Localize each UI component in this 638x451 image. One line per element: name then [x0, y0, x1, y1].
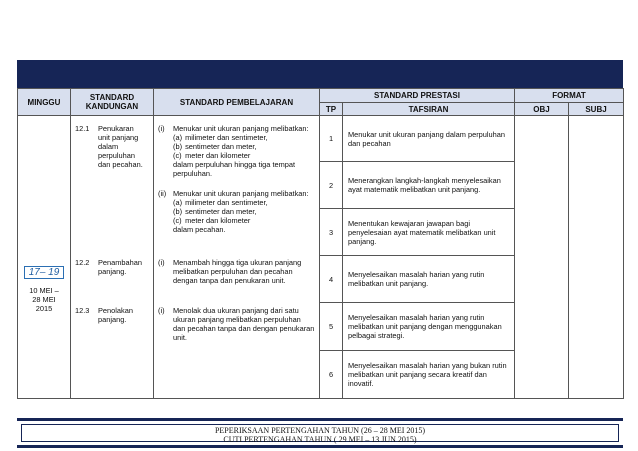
pembelajaran-item: [158, 306, 315, 342]
tp-level: 3: [320, 209, 343, 256]
roman-numeral: (i): [158, 124, 165, 133]
footer-line-exam: PEPERIKSAAN PERTENGAHAN TAHUN (26 – 28 MEI 2015): [214, 426, 426, 435]
header-format: FORMAT: [515, 89, 624, 103]
tafsiran-text: Menyelesaikan masalah harian yang bukan rutin melibatkan unit panjang secara kreatif dan inovatif.: [343, 351, 515, 399]
header-standard-prestasi: STANDARD PRESTASI: [320, 89, 515, 103]
standard-kandungan-cell: [71, 116, 154, 399]
header-obj: OBJ: [515, 103, 569, 116]
header-standard-kandungan: STANDARD KANDUNGAN: [71, 89, 154, 116]
header-tafsiran: TAFSIRAN: [343, 103, 515, 116]
sub-text: meter dan kilometer: [185, 216, 251, 225]
kandungan-text: Penolakan panjang.: [98, 306, 133, 324]
header-subj: SUBJ: [569, 103, 624, 116]
sub-label: (b): [173, 207, 183, 216]
sub-text: milimeter dan sentimeter,: [185, 133, 268, 142]
tafsiran-text: Menyelesaikan masalah harian yang rutin melibatkan unit panjang.: [343, 256, 515, 303]
pembelajaran-item: [158, 258, 315, 285]
kandungan-number: 12.2: [75, 258, 90, 267]
pembelajaran-tail: dalam perpuluhan hingga tiga tempat perpuluhan.: [173, 160, 296, 178]
tp-level: 1: [320, 116, 343, 162]
footer-box: [21, 424, 619, 442]
week-date: [18, 286, 70, 313]
footer-banner: [17, 418, 623, 448]
sub-label: (c): [173, 151, 182, 160]
sub-label: (c): [173, 216, 182, 225]
header-standard-pembelajaran: STANDARD PEMBELAJARAN: [154, 89, 320, 116]
pembelajaran-text: Menukar unit ukuran panjang melibatkan:: [173, 124, 309, 133]
sub-text: sentimeter dan meter,: [185, 207, 257, 216]
pembelajaran-item: [158, 189, 315, 234]
week-cell: [18, 116, 71, 399]
tp-level: 2: [320, 162, 343, 209]
sub-text: meter dan kilometer: [185, 151, 251, 160]
pembelajaran-text: Menukar unit ukuran panjang melibatkan:: [173, 189, 309, 198]
tafsiran-text: Menentukan kewajaran jawapan bagi penyelesaian ayat matematik melibatkan unit panjang.: [343, 209, 515, 256]
pembelajaran-tail: dalam pecahan.: [173, 225, 226, 234]
sub-text: milimeter dan sentimeter,: [185, 198, 268, 207]
tp-level: 5: [320, 303, 343, 351]
pembelajaran-item: [158, 124, 315, 178]
tafsiran-text: Menyelesaikan masalah harian yang rutin melibatkan unit panjang dengan menggunakan pelbagai strategi.: [343, 303, 515, 351]
kandungan-number: 12.1: [75, 124, 90, 133]
standard-pembelajaran-cell: [154, 116, 320, 399]
obj-cell: [515, 116, 569, 399]
kandungan-text: Penukaran unit panjang dalam perpuluhan dan pecahan.: [98, 124, 143, 169]
week-number: 17– 19: [24, 266, 65, 279]
kandungan-text: Penambahan panjang.: [98, 258, 142, 276]
tafsiran-text: Menerangkan langkah-langkah menyelesaikan ayat matematik melibatkan unit panjang.: [343, 162, 515, 209]
roman-numeral: (i): [158, 258, 165, 267]
tp-level: 6: [320, 351, 343, 399]
kandungan-number: 12.3: [75, 306, 90, 315]
sub-text: sentimeter dan meter,: [185, 142, 257, 151]
sub-label: (a): [173, 198, 183, 207]
roman-numeral: (ii): [158, 189, 167, 198]
sub-label: (b): [173, 142, 183, 151]
title-bar: [17, 60, 623, 88]
subj-cell: [569, 116, 624, 399]
week-date-line1: 10 MEI –: [29, 286, 59, 295]
footer-line-holiday: CUTI PERTENGAHAN TAHUN ( 29 MEI – 13 JUN 2015): [223, 435, 417, 444]
sub-label: (a): [173, 133, 183, 142]
kandungan-item: [75, 306, 146, 324]
pembelajaran-text: Menolak dua ukuran panjang dari satu ukuran panjang melibatkan perpuluhan dan pecahan tanpa dan dengan penukaran unit.: [173, 306, 315, 342]
header-minggu: MINGGU: [18, 89, 71, 116]
roman-numeral: (i): [158, 306, 165, 315]
week-date-line2: 28 MEI: [32, 295, 56, 304]
rpt-table: [17, 88, 624, 399]
kandungan-item: [75, 258, 146, 276]
pembelajaran-text: Menambah hingga tiga ukuran panjang melibatkan perpuluhan dan pecahan dengan tanpa dan penukaran unit.: [173, 258, 302, 285]
tp-level: 4: [320, 256, 343, 303]
week-date-line3: 2015: [35, 304, 53, 313]
kandungan-item: [75, 124, 146, 169]
header-tp: TP: [320, 103, 343, 116]
tafsiran-text: Menukar unit ukuran panjang dalam perpuluhan dan pecahan: [343, 116, 515, 162]
